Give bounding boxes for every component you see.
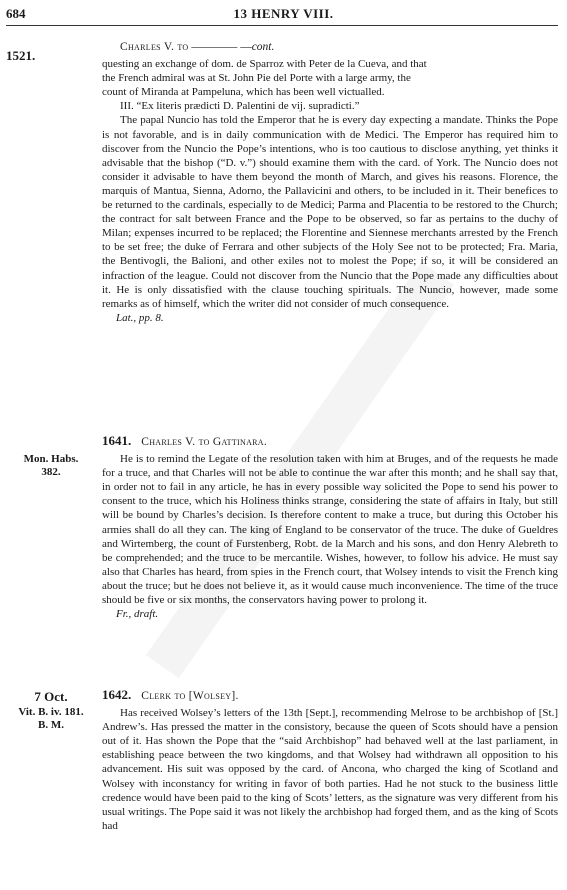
continuation-heading: Charles V. to ———— —cont. — [120, 41, 275, 53]
entry-1642 — [102, 688, 558, 833]
section-iii-heading: III. “Ex literis prædicti D. Palentini de vij. supradicti.” — [120, 100, 360, 113]
running-head: 13 HENRY VIII. — [233, 6, 334, 21]
entry-heading-1641: 1641. Charles V. to Gattinara. — [102, 433, 268, 448]
entry-1641 — [102, 434, 558, 621]
continuation-paragraph: The papal Nuncio has told the Emperor that he is every day expecting a mandate. Thinks the Pope is not favorable, and is in daily communication with de Medici. The Emperor has required him to discover from the Nuncio the Pope’s intentions, who is too cautious to disclose anything, yet thinks it advisable that the bishop (“D. v.”) should examine them with the card. of York. The Nuncio does not consider it advisable to have them beyond the month of March, and gives his reasons. Florence, the marquis of Mantua, Sienna, Adorno, the Pallavicini and others, to be included in it. Their benefices to be returned to the cardinals, especially to de Medici; Parma and Placentia to be restored to the Church; the contract for salt between France and the Pope to be observed, so far as pertains to the duchy of Milan; expenses incurred to be replaced; the Florentine and Siennese merchants arrested by the French to be set free; the duke of Ferrara and other subjects of the Holy See not to be protected; Fra. Maria, the Bentivogli, the Balioni, and other exiles not to molest the Pope; if so, it will be considered an infraction of the league. Could not discover from the Nuncio that the Pope made any difficulties about it. He is only dissatisfied with the clause touching spirituals. The Nuncio, however, made some remarks as of himself, which the writer did not consider of much consequence. — [102, 114, 558, 310]
continuation-line: the French admiral was at St. John Pie del Porte with a large army, the — [102, 72, 411, 85]
continuation-line: questing an exchange of dom. de Sparroz with Peter de la Cueva, and that — [102, 58, 427, 71]
source-note-1641: Fr., draft. — [116, 608, 159, 621]
source-note: Lat., pp. 8. — [116, 311, 164, 324]
header-rule — [6, 25, 558, 26]
entry-heading-1642: 1642. Clerk to [Wolsey]. — [102, 687, 239, 702]
margin-reference-1642: Vit. B. iv. 181. B. M. — [18, 706, 84, 731]
page-number: 684 — [6, 6, 26, 21]
margin-year: 1521. — [6, 48, 36, 63]
continuation-line: count of Miranda at Pampeluna, which has been well victualled. — [102, 86, 385, 99]
continuation-entry — [102, 40, 558, 325]
margin-reference-1641: Mon. Habs. 382. — [23, 453, 79, 478]
entry-paragraph-1642: Has received Wolsey’s letters of the 13th [Sept.], recommending Melrose to be archbishop of [St.] Andrew’s. Has pressed the matter in the consistory, because the queen of Scots should have a pension out of it. Has shown the Pope that the “said Archbishop” had behaved well at the last parliament, in establishing peace between the two kingdoms, and that Wolsey had withdrawn all opposition to his advancement. His suit was opposed by the card. of Ancona, who charged the king of Scotland and Wolsey with inconstancy for writing in favor of both parties. Had he not stuck to the business little credence would have been paid to the king of Scots’ letters, as the signature was very different from his usual writings. The Pope said it was not likely the archbishop had forged them, and as the king of Scots had — [102, 707, 558, 832]
margin-date-1642: 7 Oct. — [34, 689, 68, 704]
entry-paragraph-1641: He is to remind the Legate of the resolution taken with him at Bruges, and of the requests he made for a truce, and that Charles will not be able to continue the war after this month; and he shall say that, in order not to fail in any article, he has in every possible way solicited the Pope to send his power to consent to the truce, which his Holiness thinks strange, considering the state of affairs in Italy, but still will be bound by Charles’s decision. Is therefore content to make a truce, but during this October his armies shall do all they can. The king of England to be conservator of the truce. The duke of Gueldres and Wirtemberg, the count of Furstenberg, Robt. de la March and his sons, and don Henry Alebreth to be comprehended; and the truce to be mercantile. Wishes, however, to follow his advice. He must say also that Charles has heard, from spies in the French court, that Wolsey intends to visit the French king about the truce; but he does not believe it, as it would cause much inconvenience. The time of the truce should be five or six months, the conservators having power to prolong it. — [102, 453, 558, 607]
